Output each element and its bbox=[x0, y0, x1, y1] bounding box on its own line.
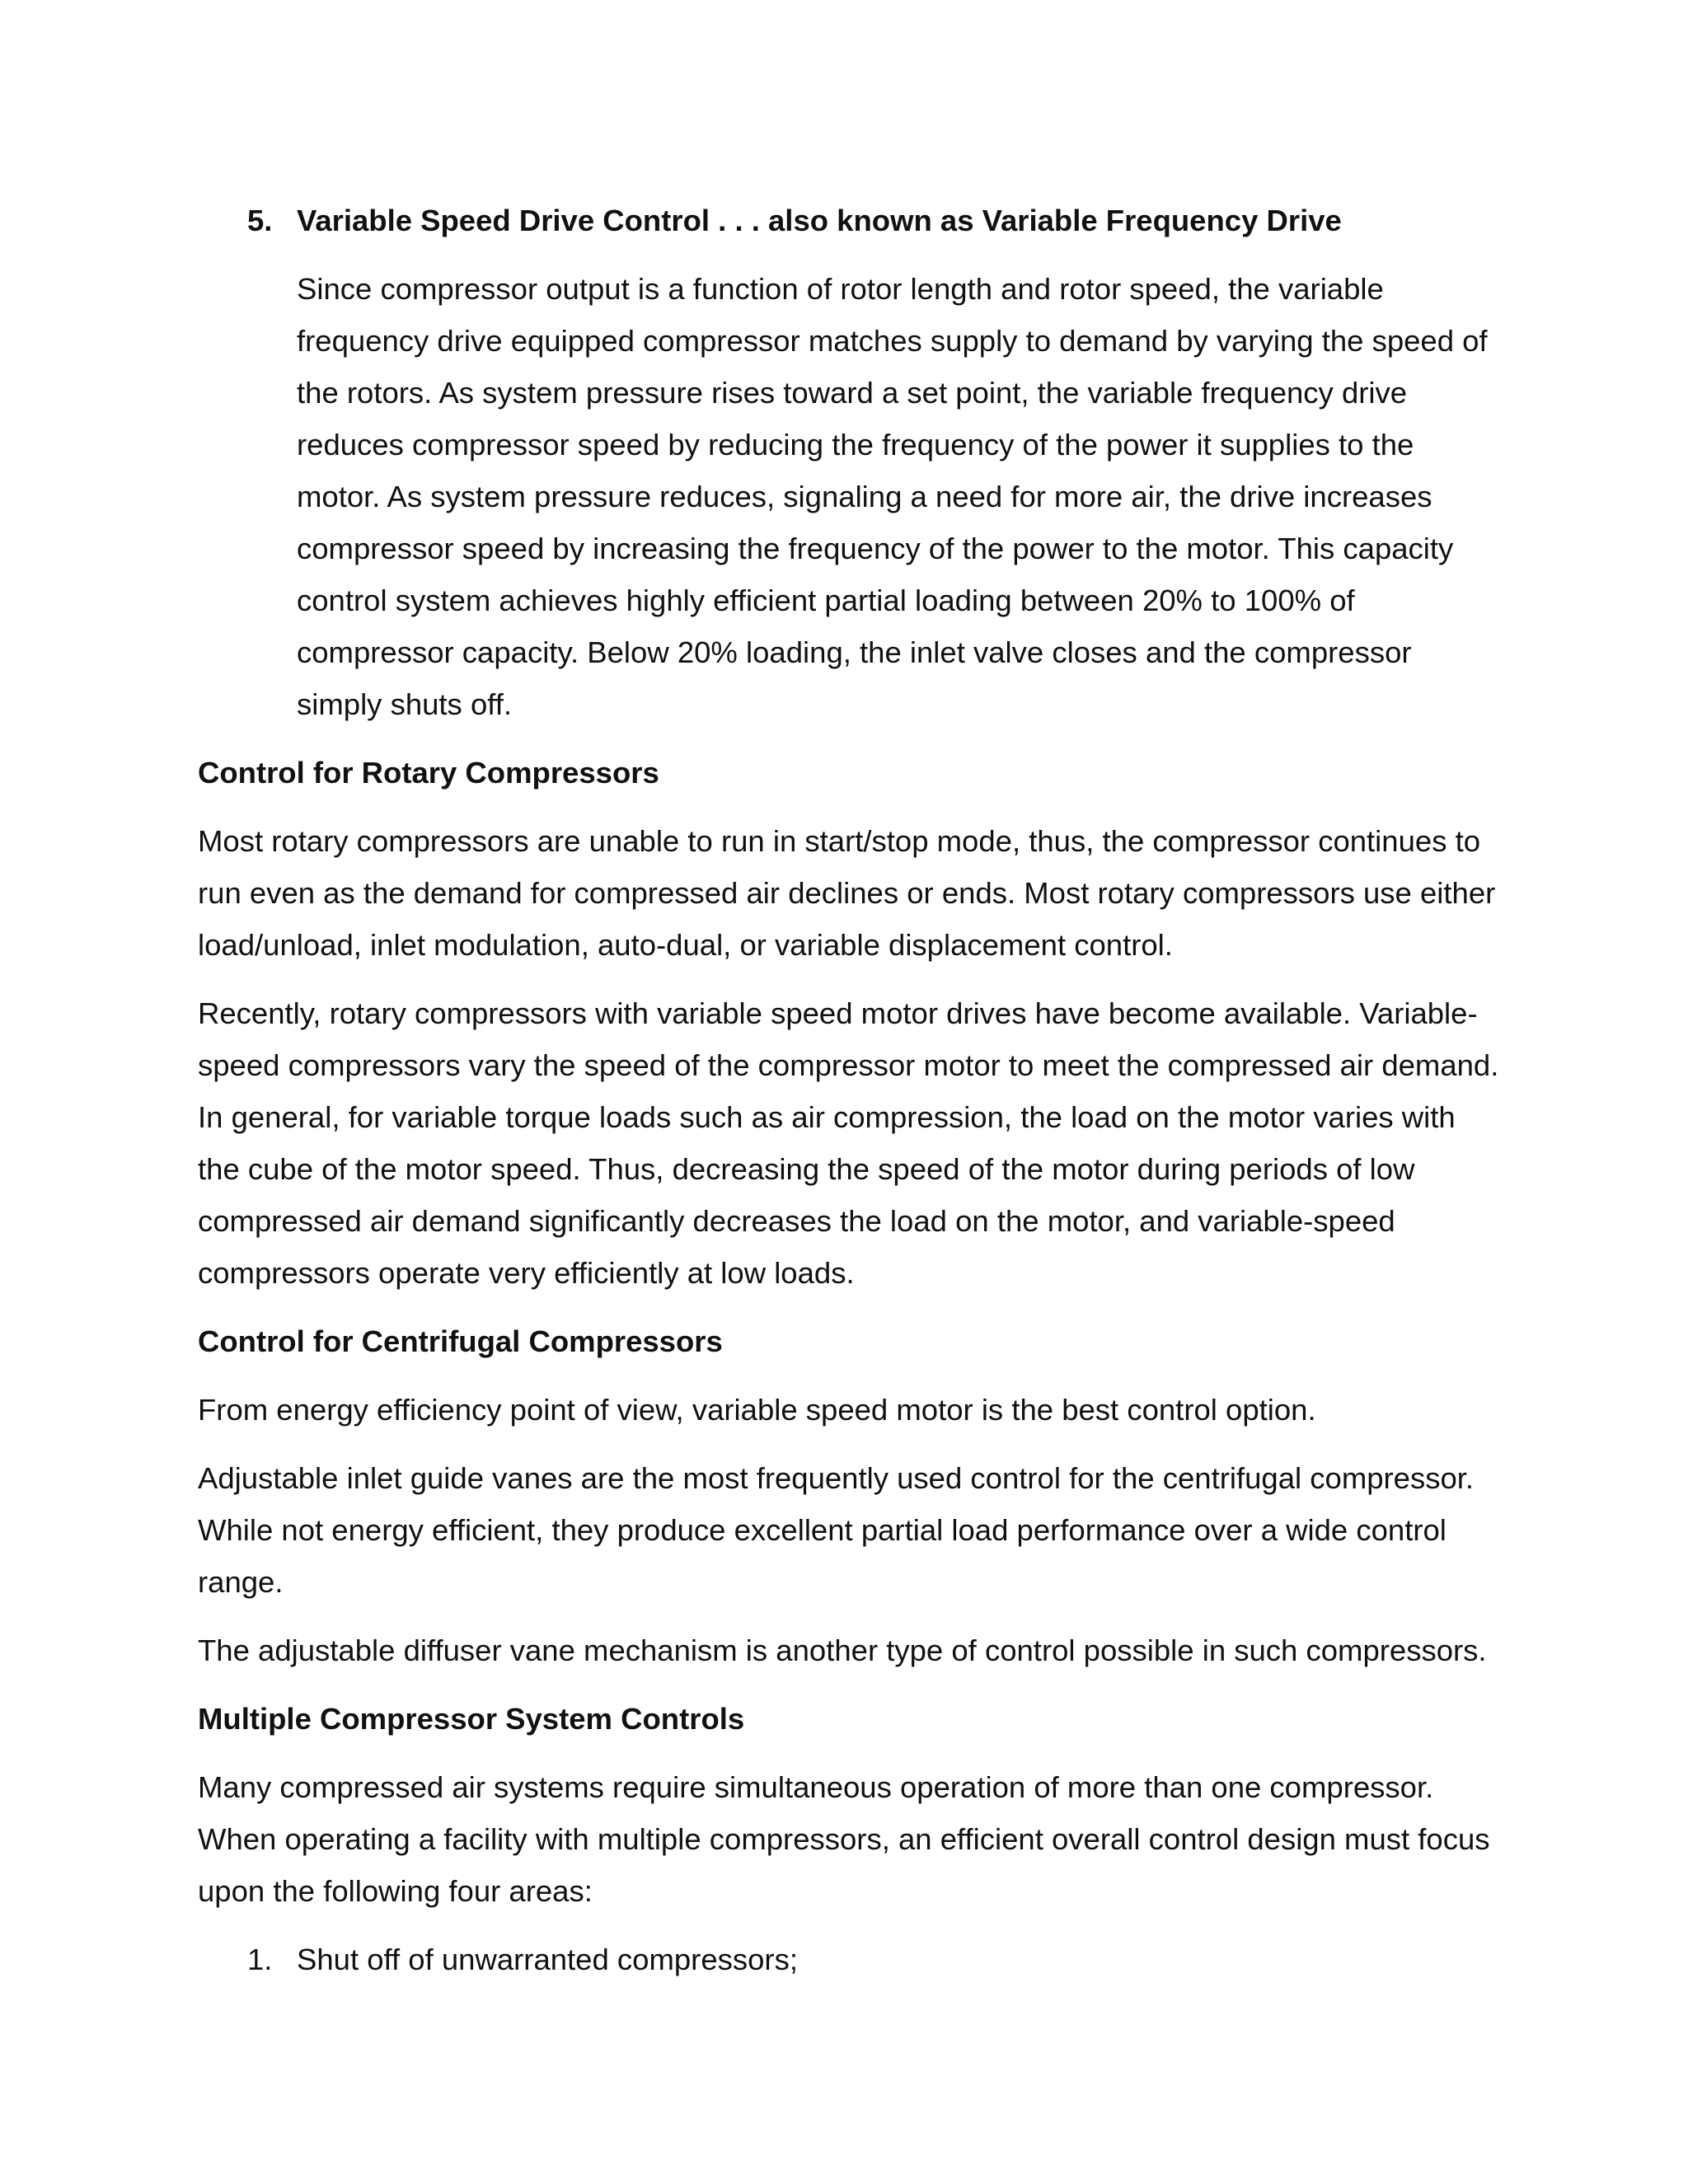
multiple-paragraph-1: Many compressed air systems require simultaneous operation of more than one compressor. When operating a facility with multiple compressors, an efficient overall control design must focus upon the following four areas: bbox=[198, 1770, 1490, 1908]
centrifugal-paragraph-2: Adjustable inlet guide vanes are the most frequently used control for the centrifugal compressor. While not energy efficient, they produce excellent partial load performance over a wide control range. bbox=[198, 1461, 1475, 1599]
multiple-heading: Multiple Compressor System Controls bbox=[198, 1702, 745, 1736]
list-item bbox=[198, 1933, 1500, 1985]
list-number: 5. bbox=[247, 204, 273, 237]
rotary-paragraph-2: Recently, rotary compressors with variable speed motor drives have become available. Variable-speed compressors vary the speed of the compressor motor to meet the compressed air demand. In general, for variable torque loads such as air compression, the load on the motor varies with the cube of the motor speed. Thus, decreasing the speed of the motor during periods of low compressed air demand significantly decreases the load on the motor, and variable-speed compressors operate very efficiently at low loads. bbox=[198, 996, 1499, 1290]
list-item-text: Shut off of unwarranted compressors; bbox=[297, 1943, 798, 1976]
centrifugal-paragraph-3: The adjustable diffuser vane mechanism is another type of control possible in such compressors. bbox=[198, 1633, 1487, 1667]
section-title: Variable Speed Drive Control . . . also known as Variable Frequency Drive bbox=[297, 204, 1342, 237]
list-number: 1. bbox=[247, 1943, 273, 1976]
list-item-5-title bbox=[198, 194, 1500, 246]
document-body bbox=[198, 194, 1500, 1985]
centrifugal-heading: Control for Centrifugal Compressors bbox=[198, 1324, 723, 1358]
rotary-paragraph-1: Most rotary compressors are unable to run in start/stop mode, thus, the compressor continues to run even as the demand for compressed air declines or ends. Most rotary compressors use either load/unload, inlet modulation, auto-dual, or variable displacement control. bbox=[198, 824, 1496, 962]
rotary-heading: Control for Rotary Compressors bbox=[198, 756, 659, 790]
centrifugal-paragraph-1: From energy efficiency point of view, variable speed motor is the best control option. bbox=[198, 1393, 1316, 1427]
vfd-description: Since compressor output is a function of rotor length and rotor speed, the variable frequency drive equipped compressor matches supply to demand by varying the speed of the rotors. As system pressure rises toward a set point, the variable frequency drive reduces compressor speed by reducing the frequency of the power it supplies to the motor. As system pressure reduces, signaling a need for more air, the drive increases compressor speed by increasing the frequency of the power to the motor. This capacity control system achieves highly efficient partial loading between 20% to 100% of compressor capacity. Below 20% loading, the inlet valve closes and the compressor simply shuts off. bbox=[297, 272, 1488, 721]
